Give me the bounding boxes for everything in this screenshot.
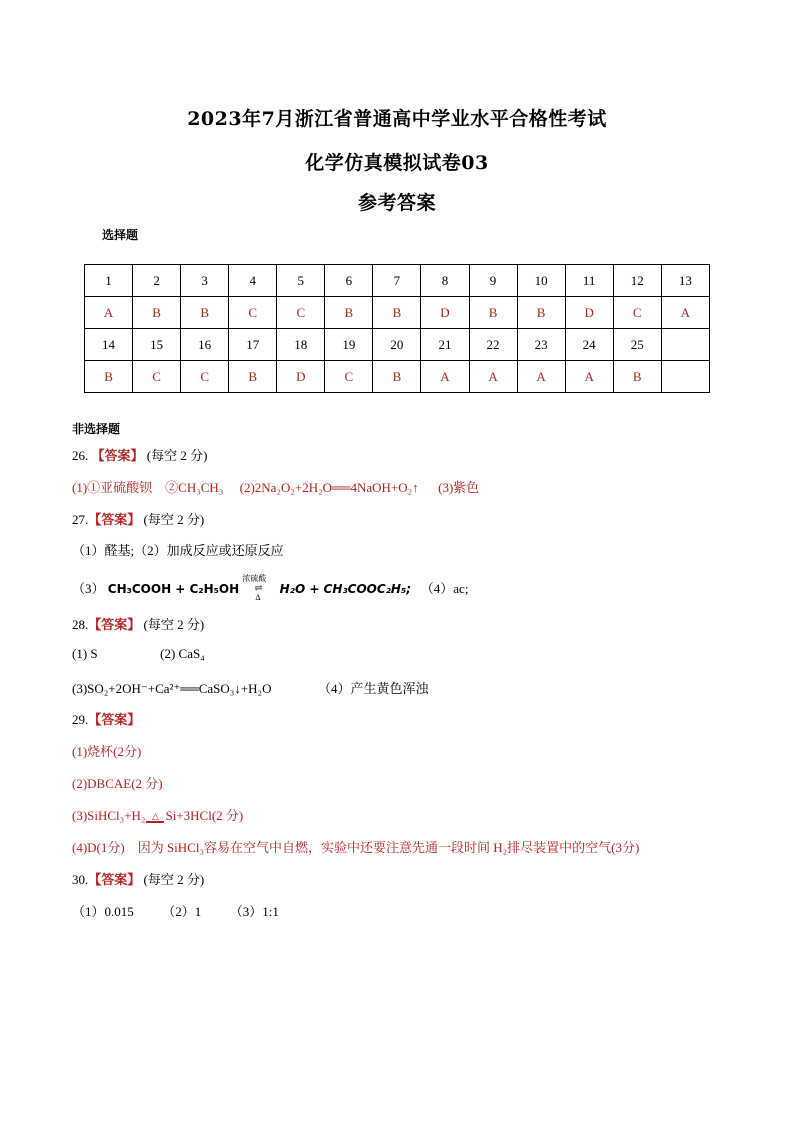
q30-a1: （1）0.015	[72, 904, 134, 919]
q30-a2: （2）1	[162, 904, 202, 919]
choice-answer-table	[84, 264, 710, 393]
table-row-numbers-2	[85, 329, 710, 361]
q29-header	[72, 709, 140, 728]
question-number-cell: 14	[85, 329, 133, 361]
q30-score: (每空 2 分)	[143, 872, 205, 887]
question-number-cell: 8	[421, 265, 469, 297]
question-number-cell: 5	[277, 265, 325, 297]
q28-header	[72, 614, 204, 633]
answer-cell: B	[325, 297, 373, 329]
condition-catalyst: 浓硫酸	[242, 574, 267, 584]
doc-answer-heading: 参考答案	[357, 192, 436, 214]
q26-number: 26.	[72, 448, 89, 463]
q30-header	[72, 869, 204, 888]
answer-cell: C	[133, 361, 181, 393]
q29-a4: (4)D(1分) 因为 SiHCl₃容易在空气中自燃，实验中还要注意先通一段时间 H₂排尽装置中的空气(3分)	[72, 840, 640, 855]
answer-cell: A	[469, 361, 517, 393]
q28-answer-tag: 【答案】	[88, 617, 141, 632]
q27-header	[72, 509, 204, 528]
doc-title: 2023年7月浙江省普通高中学业水平合格性考试	[187, 108, 607, 130]
answer-cell: A	[661, 297, 709, 329]
q27-answer-tag: 【答案】	[88, 512, 141, 527]
q26-a1b: ②CH₃CH₃	[165, 480, 224, 495]
question-number-cell: 15	[133, 329, 181, 361]
question-number-cell: 13	[661, 265, 709, 297]
q30-answers	[72, 901, 279, 920]
answer-cell: B	[517, 297, 565, 329]
question-number-cell: 9	[469, 265, 517, 297]
q29-answer-tag: 【答案】	[88, 712, 141, 727]
q29-a1: (1)烧杯(2分)	[72, 744, 142, 759]
table-row-answers-1	[85, 297, 710, 329]
question-number-cell: 3	[181, 265, 229, 297]
heat-condition	[146, 812, 164, 823]
question-number-cell: 20	[373, 329, 421, 361]
answer-cell: B	[613, 361, 661, 393]
q29-a2: (2)DBCAE(2 分)	[72, 776, 163, 791]
answer-cell: B	[469, 297, 517, 329]
answer-cell: A	[85, 297, 133, 329]
answer-cell: A	[517, 361, 565, 393]
answer-cell: B	[133, 297, 181, 329]
doc-subtitle: 化学仿真模拟试卷03	[305, 152, 489, 174]
q29-a3-products: Si+3HCl(2 分)	[165, 808, 244, 823]
question-number-cell: 7	[373, 265, 421, 297]
q26-answer-tag: 【答案】	[91, 448, 144, 463]
q27-equation-line	[72, 574, 469, 603]
question-number-cell: 25	[613, 329, 661, 361]
q30-number: 30.	[72, 872, 89, 887]
question-number-cell: 23	[517, 329, 565, 361]
equals-bar	[146, 821, 164, 823]
q26-a1: (1)①亚硫酸钡	[72, 480, 153, 495]
q28-number: 28.	[72, 617, 89, 632]
q26-answers	[72, 477, 479, 496]
question-number-cell: 24	[565, 329, 613, 361]
reaction-condition	[242, 574, 276, 603]
answer-cell: C	[181, 361, 229, 393]
question-number-cell: 1	[85, 265, 133, 297]
heat-icon: Δ	[255, 593, 261, 603]
table-row-answers-2	[85, 361, 710, 393]
q27-score: (每空 2 分)	[143, 512, 205, 527]
q28-answers-2	[72, 678, 428, 697]
question-number-cell: 12	[613, 265, 661, 297]
answer-cell: C	[325, 361, 373, 393]
choice-section-label: 选择题	[102, 228, 139, 242]
question-number-cell: 17	[229, 329, 277, 361]
answer-cell: B	[373, 361, 421, 393]
heat-triangle-icon: △	[152, 810, 159, 821]
question-number-cell: 21	[421, 329, 469, 361]
q30-a3: （3）1:1	[229, 904, 279, 919]
answer-cell: C	[277, 297, 325, 329]
table-row-numbers-1	[85, 265, 710, 297]
question-number-cell: 16	[181, 329, 229, 361]
q27-a3-prefix: （3）	[72, 581, 105, 596]
answer-cell: D	[277, 361, 325, 393]
q28-score: (每空 2 分)	[143, 617, 205, 632]
q27-reactants: CH₃COOH + C₂H₅OH	[107, 582, 240, 596]
question-number-cell	[661, 329, 709, 361]
answer-cell: D	[421, 297, 469, 329]
question-number-cell: 22	[469, 329, 517, 361]
q26-a2: (2)2Na₂O₂+2H₂O══4NaOH+O₂↑	[239, 480, 419, 495]
q26-a3: (3)紫色	[438, 480, 480, 495]
answer-cell: B	[85, 361, 133, 393]
q28-a4: （4）产生黄色浑浊	[317, 681, 429, 696]
q28-a3: (3)SO₂+2OH⁻+Ca²⁺══CaSO₃↓+H₂O	[72, 681, 272, 696]
answer-cell: A	[565, 361, 613, 393]
question-number-cell: 18	[277, 329, 325, 361]
answer-cell: B	[373, 297, 421, 329]
question-number-cell: 10	[517, 265, 565, 297]
answer-cell: B	[181, 297, 229, 329]
question-number-cell: 6	[325, 265, 373, 297]
q27-products: H₂O + CH₃COOC₂H₅;	[279, 582, 412, 596]
question-number-cell: 2	[133, 265, 181, 297]
q27-a12: （1）醛基;（2）加成反应或还原反应	[72, 543, 284, 558]
answer-cell	[661, 361, 709, 393]
answer-cell: D	[565, 297, 613, 329]
q28-a2: (2) CaS₄	[160, 646, 205, 661]
q27-number: 27.	[72, 512, 89, 527]
q28-answers-1	[72, 646, 205, 662]
q29-a3-line	[72, 805, 243, 824]
q28-a1: (1) S	[72, 646, 98, 661]
question-number-cell: 19	[325, 329, 373, 361]
q26-header	[72, 445, 207, 464]
reversible-arrow-icon: ⇌	[254, 583, 263, 595]
answer-cell: C	[613, 297, 661, 329]
answer-cell: A	[421, 361, 469, 393]
q30-answer-tag: 【答案】	[88, 872, 141, 887]
answer-cell: C	[229, 297, 277, 329]
answer-cell: B	[229, 361, 277, 393]
q29-number: 29.	[72, 712, 89, 727]
q29-a3-reactants: (3)SiHCl₃+H₂	[72, 808, 146, 823]
question-number-cell: 11	[565, 265, 613, 297]
q26-score: (每空 2 分)	[146, 448, 208, 463]
nonchoice-section-label: 非选择题	[72, 422, 121, 436]
question-number-cell: 4	[229, 265, 277, 297]
q27-a4: （4）ac;	[420, 581, 469, 596]
